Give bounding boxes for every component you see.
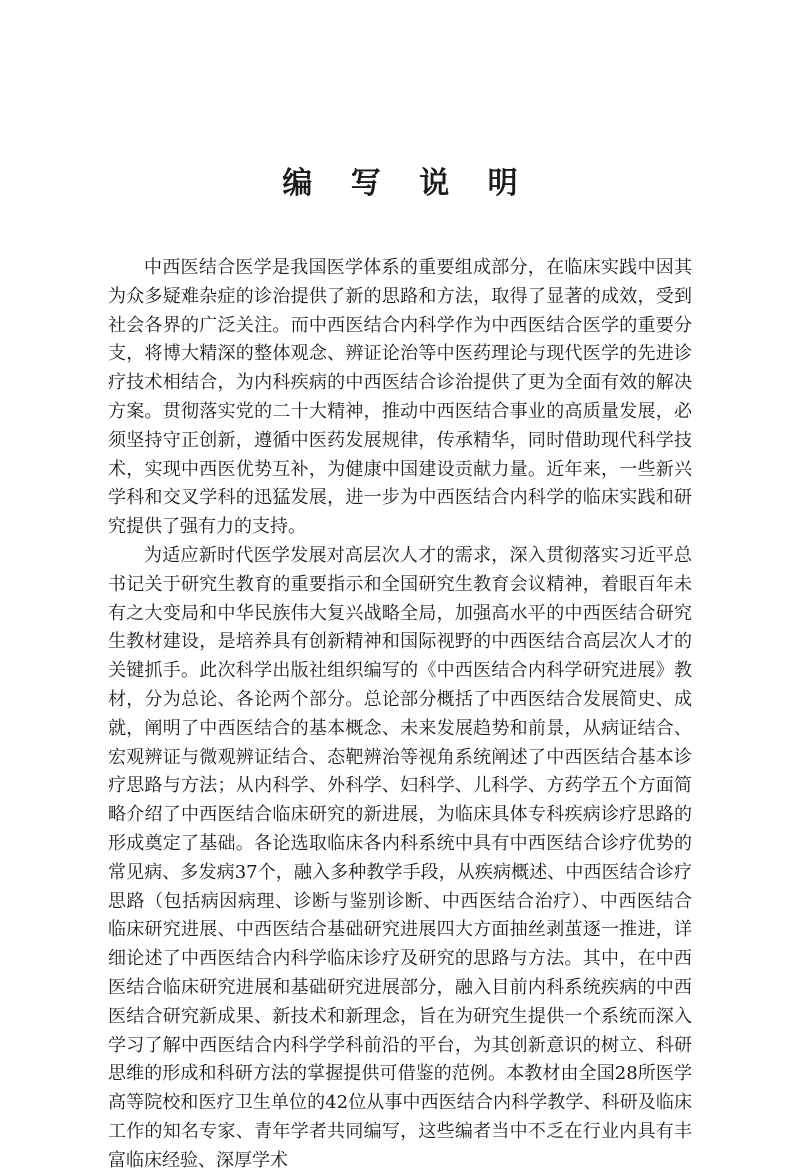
paragraph-2: 为适应新时代医学发展对高层次人才的需求，深入贯彻落实习近平总书记关于研究生教育的重要指示和全国研究生教育会议精神，着眼百年未有之大变局和中华民族伟大复兴战略全局，加强高水平的中西医结合研究生教材建设，是培养具有创新精神和国际视野的中西医结合高层次人才的关键抓手。此次科学出版社组织编写的《中西医结合内科学研究进展》教材，分为总论、各论两个部分。总论部分概括了中西医结合发展简史、成就，阐明了中西医结合的基本概念、未来发展趋势和前景，从病证结合、宏观辨证与微观辨证结合、态靶辨治等视角系统阐述了中西医结合基本诊疗思路与方法；从内科学、外科学、妇科学、儿科学、方药学五个方面简略介绍了中西医结合临床研究的新进展，为临床具体专科疾病诊疗思路的形成奠定了基础。各论选取临床各内科系统中具有中西医结合诊疗优势的常见病、多发病37个，融入多种教学手段，从疾病概述、中西医结合诊疗思路（包括病因病理、诊断与鉴别诊断、中西医结合治疗）、中西医结合临床研究进展、中西医结合基础研究进展四大方面抽丝剥茧逐一推进，详细论述了中西医结合内科学临床诊疗及研究的思路与方法。其中，在中西医结合临床研究进展和基础研究进展部分，融入目前内科系统疾病的中西医结合研究新成果、新技术和新理念，旨在为研究生提供一个系统而深入学习了解中西医结合内科学学科前沿的平台，为其创新意识的树立、科研思维的形成和科研方法的掌握提供可借鉴的范例。本教材由全国28所医学高等院校和医疗卫生单位的42位从事中西医结合内科学教学、科研及临床工作的知名专家、青年学者共同编写，这些编者当中不乏在行业内具有丰富临床经验、深厚学术 [108, 544, 692, 1171]
paragraph-1: 中西医结合医学是我国医学体系的重要组成部分，在临床实践中因其为众多疑难杂症的诊治提供了新的思路和方法，取得了显著的成效，受到社会各界的广泛关注。而中西医结合内科学作为中西医结合医学的重要分支，将博大精深的整体观念、辨证论治等中医药理论与现代医学的先进诊疗技术相结合，为内科疾病的中西医结合诊治提供了更为全面有效的解决方案。贯彻落实党的二十大精神，推动中西医结合事业的高质量发展，必须坚持守正创新，遵循中医药发展规律，传承精华，同时借助现代科学技术，实现中西医优势互补，为健康中国建设贡献力量。近年来，一些新兴学科和交叉学科的迅猛发展，进一步为中西医结合内科学的临床实践和研究提供了强有力的支持。 [108, 257, 692, 538]
document-body [108, 254, 692, 1176]
page-title: 编 写 说 明 [282, 166, 532, 201]
